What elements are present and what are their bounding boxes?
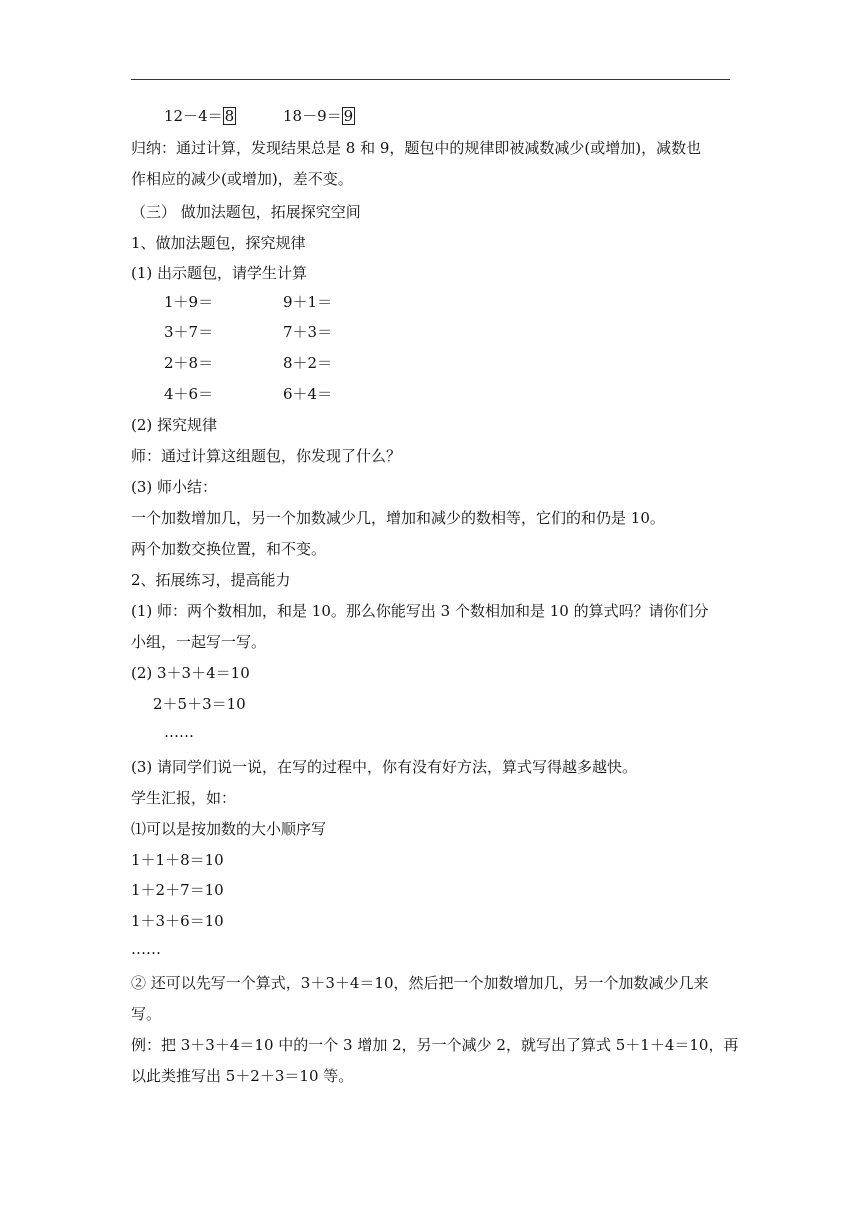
sum-2: 1＋2＋7＝10 <box>131 881 224 899</box>
extension-2-ellipsis: …… <box>164 723 194 741</box>
add-right-2: 7＋3＝ <box>283 323 333 341</box>
add-left-1: 1＋9＝ <box>164 293 214 311</box>
method-1: ⑴可以是按加数的大小顺序写 <box>131 820 327 838</box>
add-left-4: 4＋6＝ <box>164 385 214 403</box>
equation-1: 12－4＝ 8 <box>164 107 235 125</box>
equation-2: 18－9＝ 9 <box>283 107 354 125</box>
extension-1-line-2: 小组，一起写一写。 <box>131 633 267 651</box>
method-2-line-2: 写。 <box>131 1005 162 1023</box>
extension-2-line-1: (2) 3＋3＋4＝10 <box>131 664 250 682</box>
step-1: (1) 出示题包，请学生计算 <box>131 264 308 282</box>
conclusion-2: 两个加数交换位置，和不变。 <box>131 540 327 558</box>
step-3: (3) 师小结： <box>131 478 218 496</box>
method-2-line-1: ② 还可以先写一个算式，3＋3＋4＝10，然后把一个加数增加几，另一个加数减少几来 <box>131 974 709 992</box>
answer-box-2: 9 <box>343 107 354 125</box>
student-report: 学生汇报，如： <box>131 789 237 807</box>
sum-3: 1＋3＋6＝10 <box>131 912 224 930</box>
header-rule <box>131 79 730 80</box>
extension-3: (3) 请同学们说一说，在写的过程中，你有没有好方法，算式写得越多越快。 <box>131 758 638 776</box>
add-right-3: 8＋2＝ <box>283 354 333 372</box>
summary-line-1: 归纳：通过计算，发现结果总是 8 和 9，题包中的规律即被减数减少(或增加)，减数也 <box>131 139 702 157</box>
example-line-2: 以此类推写出 5＋2＋3＝10 等。 <box>131 1067 354 1085</box>
extension-2-line-2: 2＋5＋3＝10 <box>153 695 246 713</box>
sums-ellipsis: …… <box>131 940 161 958</box>
conclusion-1: 一个加数增加几，另一个加数减少几，增加和减少的数相等，它们的和仍是 10。 <box>131 509 665 527</box>
step-2: (2) 探究规律 <box>131 416 218 434</box>
item-heading-1: 1、做加法题包，探究规律 <box>131 234 306 252</box>
teacher-question: 师：通过计算这组题包，你发现了什么？ <box>131 447 402 465</box>
add-left-3: 2＋8＝ <box>164 354 214 372</box>
answer-box-1: 8 <box>224 107 235 125</box>
item-heading-2: 2、拓展练习，提高能力 <box>131 571 291 589</box>
example-line-1: 例：把 3＋3＋4＝10 中的一个 3 增加 2，另一个减少 2，就写出了算式 5＋1＋4＝10，再 <box>131 1036 739 1054</box>
extension-1-line-1: (1) 师：两个数相加，和是 10。那么你能写出 3 个数相加和是 10 的算式吗？请你们分 <box>131 602 709 620</box>
sum-1: 1＋1＋8＝10 <box>131 851 224 869</box>
section-heading: （三） 做加法题包，拓展探究空间 <box>131 203 361 221</box>
add-right-1: 9＋1＝ <box>283 293 333 311</box>
add-left-2: 3＋7＝ <box>164 323 214 341</box>
add-right-4: 6＋4＝ <box>283 385 333 403</box>
summary-line-2: 作相应的减少(或增加)，差不变。 <box>131 170 353 188</box>
